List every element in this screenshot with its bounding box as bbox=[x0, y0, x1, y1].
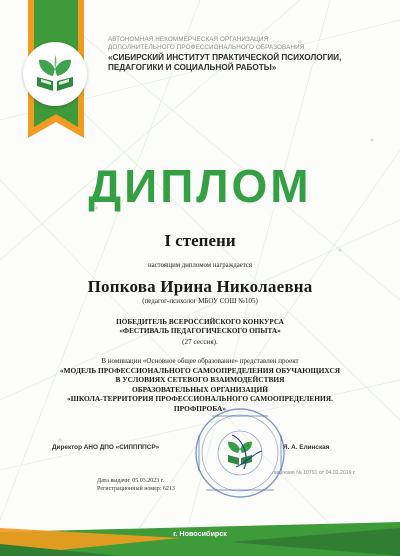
project-line5: ПРОФПРОБА» bbox=[173, 403, 227, 413]
director-title: Директор АНО ДПО «СИППППСР» bbox=[52, 444, 160, 451]
session: (27 сессия). bbox=[182, 338, 218, 346]
degree: I степени bbox=[164, 231, 236, 250]
city: г. Новосибирск bbox=[173, 529, 227, 538]
recipient-name: Попкова Ирина Николаевна bbox=[87, 277, 313, 296]
org-type-line2: ДОПОЛНИТЕЛЬНОГО ПРОФЕССИОНАЛЬНОГО ОБРАЗОВАНИЯ bbox=[108, 44, 305, 51]
winner-title bbox=[0, 318, 400, 335]
issue-info bbox=[97, 478, 175, 493]
footer-band bbox=[0, 518, 400, 556]
project-line1: «МОДЕЛЬ ПРОФЕССИОНАЛЬНОГО САМООПРЕДЕЛЕНИЯ ОБУЧАЮЩИХСЯ bbox=[59, 366, 341, 375]
nomination-text: В номинации «Основное общее образование» представлен проект bbox=[101, 357, 299, 365]
awarded-text: настоящим дипломом награждается bbox=[147, 262, 253, 269]
organization-header bbox=[108, 36, 394, 73]
project-line3: ОБРАЗОВАТЕЛЬНЫХ ОРГАНИЗАЦИЙ bbox=[132, 384, 268, 394]
book-leaf-logo-icon bbox=[35, 55, 75, 93]
winner-line2: «ФЕСТИВАЛЬ ПЕДАГОГИЧЕСКОГО ОПЫТА» bbox=[119, 326, 281, 335]
institute-logo bbox=[23, 42, 87, 106]
org-type-line1: АВТОНОМНАЯ НЕКОММЕРЧЕСКАЯ ОРГАНИЗАЦИЯ bbox=[108, 36, 269, 43]
director-name: Я. А. Елинская bbox=[283, 444, 330, 451]
project-line4: «ШКОЛА-ТЕРРИТОРИЯ ПРОФЕССИОНАЛЬНОГО САМООПРЕДЕЛЕНИЯ. bbox=[67, 394, 333, 404]
issue-date: Дата выдачи: 05.03.2023 г. bbox=[97, 478, 164, 484]
project-line2: В УСЛОВИЯХ СЕТЕВОГО ВЗАИМОДЕЙСТВИЯ bbox=[115, 375, 285, 385]
institute-seal-icon bbox=[192, 405, 288, 501]
org-name-line1: «СИБИРСКИЙ ИНСТИТУТ ПРАКТИЧЕСКОЙ ПСИХОЛОГИИ, bbox=[108, 53, 342, 62]
recipient-position: (педагог-психолог МБОУ СОШ №105) bbox=[142, 297, 258, 305]
reg-number: Регистрационный номер: 6213 bbox=[97, 485, 175, 492]
license-number: лицензия № 10791 от 04.02.2019 г. bbox=[272, 470, 356, 476]
diploma-title: ДИПЛОМ bbox=[88, 160, 312, 212]
winner-line1: ПОБЕДИТЕЛЬ ВСЕРОССИЙСКОГО КОНКУРСА bbox=[116, 318, 284, 326]
org-name-line2: ПЕДАГОГИКИ И СОЦИАЛЬНОЙ РАБОТЫ» bbox=[108, 63, 277, 72]
